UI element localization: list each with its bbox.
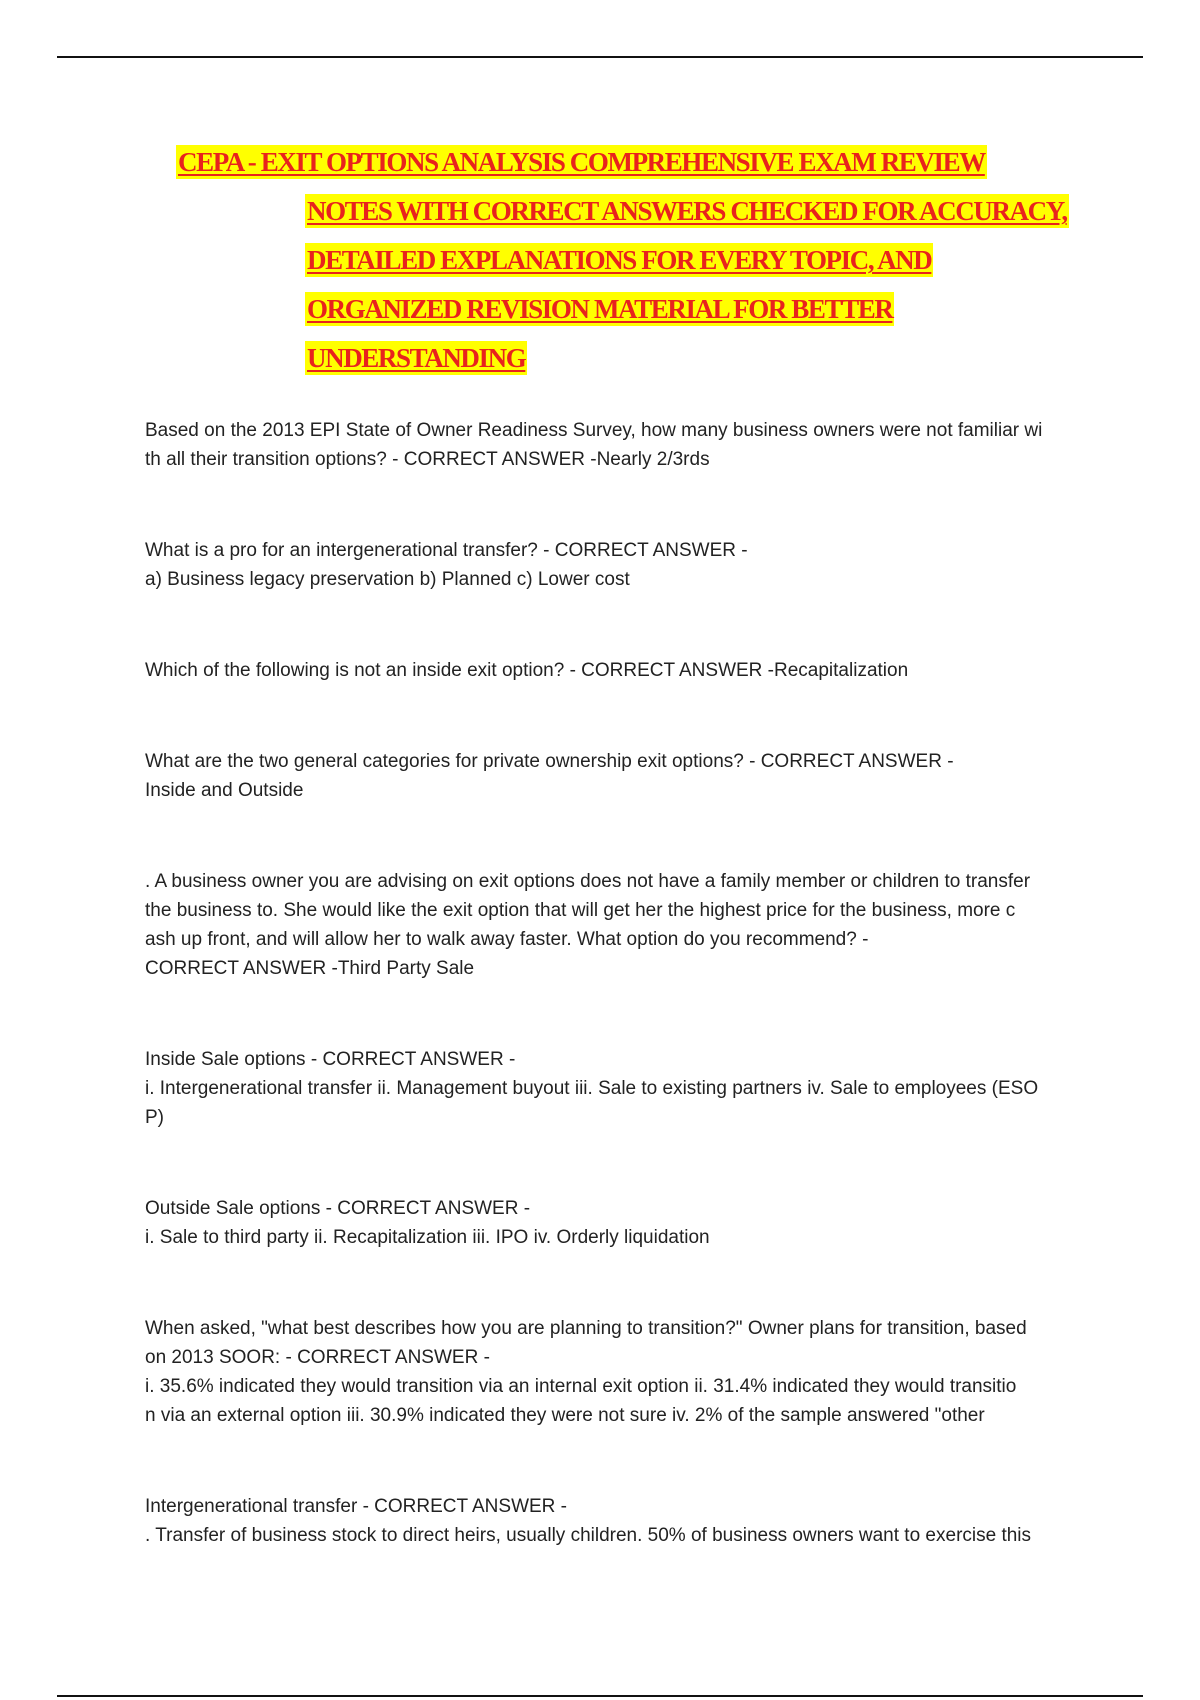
qa-item: [145, 1492, 1090, 1550]
qa-text-line: Inside Sale options - CORRECT ANSWER -: [145, 1049, 516, 1070]
title-line: DETAILED EXPLANATIONS FOR EVERY TOPIC, AND: [307, 245, 932, 275]
qa-text-line: i. 35.6% indicated they would transition via an internal exit option ii. 31.4% indicated they would transitio: [145, 1376, 1017, 1397]
qa-text-line: Which of the following is not an inside exit option? - CORRECT ANSWER -Recapitalization: [145, 660, 909, 681]
title-line: UNDERSTANDING: [307, 343, 526, 373]
question-answer-list: [145, 416, 1090, 1550]
qa-text-line: Outside Sale options - CORRECT ANSWER -: [145, 1198, 531, 1219]
qa-text-line: i. Sale to third party ii. Recapitalization iii. IPO iv. Orderly liquidation: [145, 1227, 710, 1248]
qa-item: [145, 1314, 1090, 1430]
qa-text-line: Based on the 2013 EPI State of Owner Readiness Survey, how many business owners were not familiar wi: [145, 420, 1043, 441]
bottom-rule: [57, 1695, 1143, 1697]
title-line: NOTES WITH CORRECT ANSWERS CHECKED FOR ACCURACY,: [307, 196, 1067, 226]
qa-item: [145, 656, 1090, 685]
qa-text-line: What is a pro for an intergenerational transfer? - CORRECT ANSWER -: [145, 540, 748, 561]
qa-text-line: What are the two general categories for private ownership exit options? - CORRECT ANSWER -: [145, 751, 954, 772]
qa-item: [145, 1045, 1090, 1132]
qa-item: [145, 416, 1090, 474]
qa-text-line: Intergenerational transfer - CORRECT ANSWER -: [145, 1496, 568, 1517]
qa-item: [145, 867, 1090, 983]
qa-text-line: the business to. She would like the exit option that will get her the highest price for the business, more c: [145, 900, 1016, 921]
qa-text-line: . A business owner you are advising on exit options does not have a family member or children to transfer: [145, 871, 1031, 892]
qa-text-line: When asked, "what best describes how you are planning to transition?" Owner plans for transition, based: [145, 1318, 1027, 1339]
title-line: CEPA - EXIT OPTIONS ANALYSIS COMPREHENSIVE EXAM REVIEW: [178, 147, 985, 177]
qa-item: [145, 747, 1090, 805]
qa-text-line: on 2013 SOOR: - CORRECT ANSWER -: [145, 1347, 490, 1368]
qa-text-line: CORRECT ANSWER -Third Party Sale: [145, 958, 475, 979]
title-line: ORGANIZED REVISION MATERIAL FOR BETTER: [307, 294, 893, 324]
qa-item: [145, 536, 1090, 594]
top-rule: [57, 56, 1143, 58]
qa-text-line: . Transfer of business stock to direct heirs, usually children. 50% of business owners want to exercise this: [145, 1525, 1032, 1546]
qa-text-line: Inside and Outside: [145, 780, 304, 801]
qa-text-line: ash up front, and will allow her to walk away faster. What option do you recommend? -: [145, 929, 869, 950]
qa-text-line: n via an external option iii. 30.9% indicated they were not sure iv. 2% of the sample answered "other: [145, 1405, 985, 1426]
qa-text-line: a) Business legacy preservation b) Planned c) Lower cost: [145, 569, 630, 590]
qa-text-line: th all their transition options? - CORRECT ANSWER -Nearly 2/3rds: [145, 449, 710, 470]
qa-text-line: P): [145, 1107, 164, 1128]
qa-item: [145, 1194, 1090, 1252]
qa-text-line: i. Intergenerational transfer ii. Management buyout iii. Sale to existing partners iv. Sale to employees (ESO: [145, 1078, 1039, 1099]
